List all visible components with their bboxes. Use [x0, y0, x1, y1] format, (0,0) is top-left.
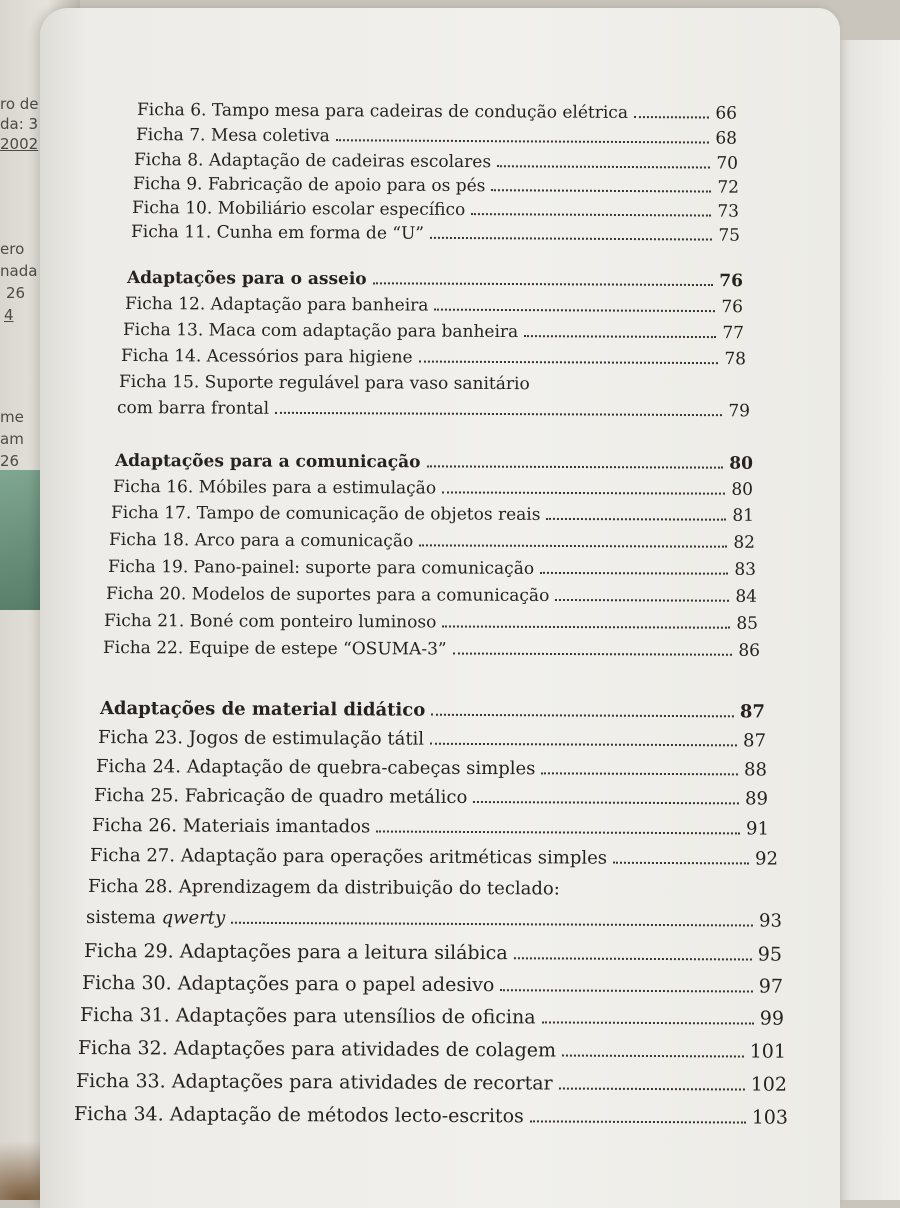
- toc-entry-page: 89: [745, 788, 769, 810]
- toc-entry-label: Ficha 11. Cunha em forma de “U”: [130, 222, 425, 244]
- toc-entry: [80, 1004, 784, 1030]
- dot-leader: [430, 227, 712, 240]
- dot-leader: [542, 1011, 754, 1025]
- left-page-text: 26: [6, 284, 26, 302]
- toc-entry-label: Ficha 12. Adaptação para banheira: [124, 294, 429, 316]
- toc-entry: [121, 346, 746, 369]
- left-page-text: 4: [4, 306, 14, 324]
- dot-leader: [430, 733, 737, 746]
- toc-entry-label: Ficha 33. Adaptações para atividades de recortar: [75, 1070, 553, 1095]
- toc-entry-page: 92: [755, 848, 779, 870]
- toc-entry-page: 82: [733, 532, 756, 553]
- dot-leader: [275, 402, 722, 416]
- dot-leader: [231, 912, 753, 927]
- toc-entry: [108, 557, 756, 580]
- dot-leader: [453, 643, 733, 656]
- toc-entry-label: Ficha 14. Acessórios para higiene: [120, 346, 413, 368]
- section-heading-label: Adaptações para o asseio: [126, 268, 367, 290]
- toc-entry-label: Ficha 6. Tampo mesa para cadeiras de condução elétrica: [136, 100, 629, 123]
- left-page-text: am: [0, 430, 24, 448]
- toc-entry: [82, 972, 783, 998]
- toc-entry-label: Ficha 7. Mesa coletiva: [135, 125, 330, 147]
- toc-entry: [125, 294, 743, 317]
- left-page-text: me: [0, 408, 24, 426]
- toc-entry-page: 88: [744, 759, 768, 781]
- toc-entry-first-line: [88, 876, 768, 901]
- section-heading: [115, 451, 753, 474]
- toc-entry-label: Ficha 15. Suporte regulável para vaso sanitário: [118, 372, 530, 395]
- toc-entry: [134, 150, 738, 174]
- toc-entry-page: 70: [716, 153, 739, 174]
- toc-entry: [109, 530, 755, 553]
- dot-leader: [497, 156, 710, 169]
- toc-entry-label: Ficha 18. Arco para a comunicação: [108, 530, 414, 552]
- toc-entry: [133, 174, 739, 198]
- toc-entry-page: 83: [734, 559, 757, 580]
- toc-entry-page: 87: [743, 730, 767, 752]
- toc-entry: [90, 845, 778, 870]
- toc-entry-label: Ficha 10. Mobiliário escolar específico: [131, 198, 466, 221]
- dot-leader: [524, 326, 716, 338]
- toc-entry-page: 75: [718, 225, 741, 246]
- section-heading-label: Adaptações de material didático: [99, 698, 426, 721]
- dot-leader: [376, 821, 740, 835]
- toc-entry-label: Ficha 24. Adaptação de quebra-cabeças simples: [95, 756, 536, 780]
- toc-entry-page: 78: [724, 349, 747, 370]
- toc-entry-page: 66: [715, 103, 738, 124]
- toc-entry-page: 86: [738, 640, 761, 661]
- dot-leader: [634, 107, 709, 119]
- toc-entry-page: 97: [758, 975, 784, 998]
- toc-entry-continuation: [117, 398, 750, 421]
- toc-entry: [103, 638, 760, 661]
- toc-entry-label: Ficha 28. Aprendizagem da distribuição do teclado:: [87, 876, 560, 900]
- toc-entry-page: 103: [751, 1106, 789, 1129]
- left-page-text: 26: [0, 452, 20, 470]
- dot-leader: [471, 204, 711, 217]
- toc-entry-label: Ficha 27. Adaptação para operações aritméticas simples: [89, 845, 608, 869]
- toc-entry-label-cont: com barra frontal: [116, 398, 270, 419]
- toc-entry-label: Ficha 26. Materiais imantados: [91, 815, 371, 838]
- toc-entry-label: Ficha 8. Adaptação de cadeiras escolares: [133, 150, 492, 173]
- toc-entry-page: 101: [749, 1040, 787, 1063]
- toc-entry: [113, 477, 753, 500]
- toc-entry-page: 95: [757, 943, 783, 966]
- toc-entry: [136, 125, 737, 149]
- toc-entry-page: 85: [736, 613, 759, 634]
- toc-entry-first-line: [119, 372, 739, 395]
- dot-leader: [442, 482, 725, 495]
- toc-entry-label-cont: [86, 907, 225, 929]
- toc-entry: [111, 503, 754, 526]
- toc-entry: [74, 1103, 788, 1129]
- section-heading-page: 80: [729, 453, 754, 474]
- toc-entry-continuation: [86, 907, 782, 932]
- toc-entry-label: Ficha 17. Tampo de comunicação de objetos reais: [110, 503, 541, 525]
- toc-entry-page: 76: [721, 297, 744, 318]
- toc-entry-label: Ficha 13. Maca com adaptação para banheira: [122, 320, 519, 343]
- dot-leader: [555, 590, 729, 602]
- right-page-edge: [830, 40, 900, 1200]
- toc-entry-label: Ficha 9. Fabricação de apoio para os pés: [132, 174, 486, 197]
- toc-entry: [132, 198, 739, 222]
- toc-entry-label: Ficha 21. Boné com ponteiro luminoso: [103, 611, 437, 633]
- dot-leader: [530, 1110, 746, 1124]
- left-page-text: ro de: [0, 95, 39, 113]
- toc-entry: [78, 1037, 786, 1063]
- toc-entry: [84, 940, 782, 966]
- dot-leader: [546, 509, 726, 521]
- dot-leader: [559, 1077, 745, 1090]
- toc-entry-label-cont-text: sistema: [85, 907, 162, 929]
- dot-leader: [473, 791, 739, 804]
- left-page-text: nada: [0, 262, 38, 280]
- toc-entry-page: 81: [732, 505, 755, 526]
- dot-leader: [562, 1044, 744, 1057]
- section-heading: [100, 698, 765, 722]
- toc-entry-page: 91: [746, 818, 770, 840]
- toc-entry-page: 102: [750, 1073, 788, 1096]
- dot-leader: [434, 299, 715, 312]
- toc-entry-label: Ficha 25. Fabricação de quadro metálico: [93, 785, 468, 808]
- toc-entry-label: Ficha 29. Adaptações para a leitura silábica: [83, 940, 508, 965]
- section-heading-page: 87: [739, 701, 766, 723]
- dot-leader: [419, 351, 719, 364]
- dot-leader: [431, 704, 734, 717]
- left-page-text: ero: [0, 240, 25, 258]
- toc-entry-page: 93: [759, 910, 783, 932]
- toc-entry: [106, 584, 757, 607]
- toc-entry-label: Ficha 31. Adaptações para utensílios de oficina: [79, 1004, 536, 1029]
- toc-entry-page: 79: [728, 401, 751, 422]
- toc-entry: [104, 611, 758, 634]
- toc-entry-label: Ficha 34. Adaptação de métodos lecto-escritos: [73, 1103, 524, 1128]
- toc-entry-label-cont-italic: qwerty: [161, 907, 226, 929]
- toc-entry-label: Ficha 32. Adaptações para atividades de colagem: [77, 1037, 557, 1062]
- toc-entry: [96, 756, 767, 781]
- toc-entry: [94, 785, 768, 810]
- left-page-text: 2002: [0, 135, 39, 153]
- toc-entry: [76, 1070, 787, 1096]
- toc-entry-page: 80: [731, 479, 754, 500]
- section-heading: [127, 268, 743, 291]
- dot-leader: [540, 563, 728, 575]
- dot-leader: [500, 979, 752, 993]
- section-heading-label: Adaptações para a comunicação: [114, 451, 421, 473]
- toc-entry-label: Ficha 20. Modelos de suportes para a comunicação: [105, 584, 550, 606]
- toc-entry-label: Ficha 16. Móbiles para a estimulação: [112, 477, 437, 499]
- dot-leader: [336, 130, 710, 144]
- toc-entry: [137, 100, 737, 124]
- toc-entry: [98, 727, 766, 751]
- toc-entry-label: Ficha 19. Pano-painel: suporte para comunicação: [107, 557, 535, 579]
- toc-entry: [131, 222, 740, 246]
- dot-leader: [373, 273, 714, 286]
- dot-leader: [613, 852, 749, 865]
- toc-entry-label: Ficha 22. Equipe de estepe “OSUMA-3”: [102, 638, 447, 660]
- toc-entry-page: 99: [759, 1007, 785, 1030]
- dot-leader: [514, 947, 752, 961]
- dot-leader: [419, 535, 727, 548]
- toc-entry: [92, 815, 769, 840]
- toc-entry-page: 68: [715, 128, 738, 149]
- dot-leader: [442, 616, 730, 629]
- toc-entry-label: Ficha 23. Jogos de estimulação tátil: [97, 727, 425, 750]
- section-heading-page: 76: [719, 271, 744, 292]
- dot-leader: [541, 762, 738, 775]
- toc-entry-page: 77: [722, 323, 745, 344]
- toc-entry-page: 84: [735, 586, 758, 607]
- dot-leader: [491, 180, 711, 193]
- dot-leader: [426, 456, 723, 469]
- left-page-green-graphic: [0, 470, 40, 610]
- left-page-text: da: 3: [0, 115, 39, 133]
- toc-entry-label: Ficha 30. Adaptações para o papel adesivo: [81, 972, 495, 997]
- toc-entry-page: 73: [717, 201, 740, 222]
- toc-entry-page: 72: [717, 177, 740, 198]
- toc-entry: [123, 320, 744, 343]
